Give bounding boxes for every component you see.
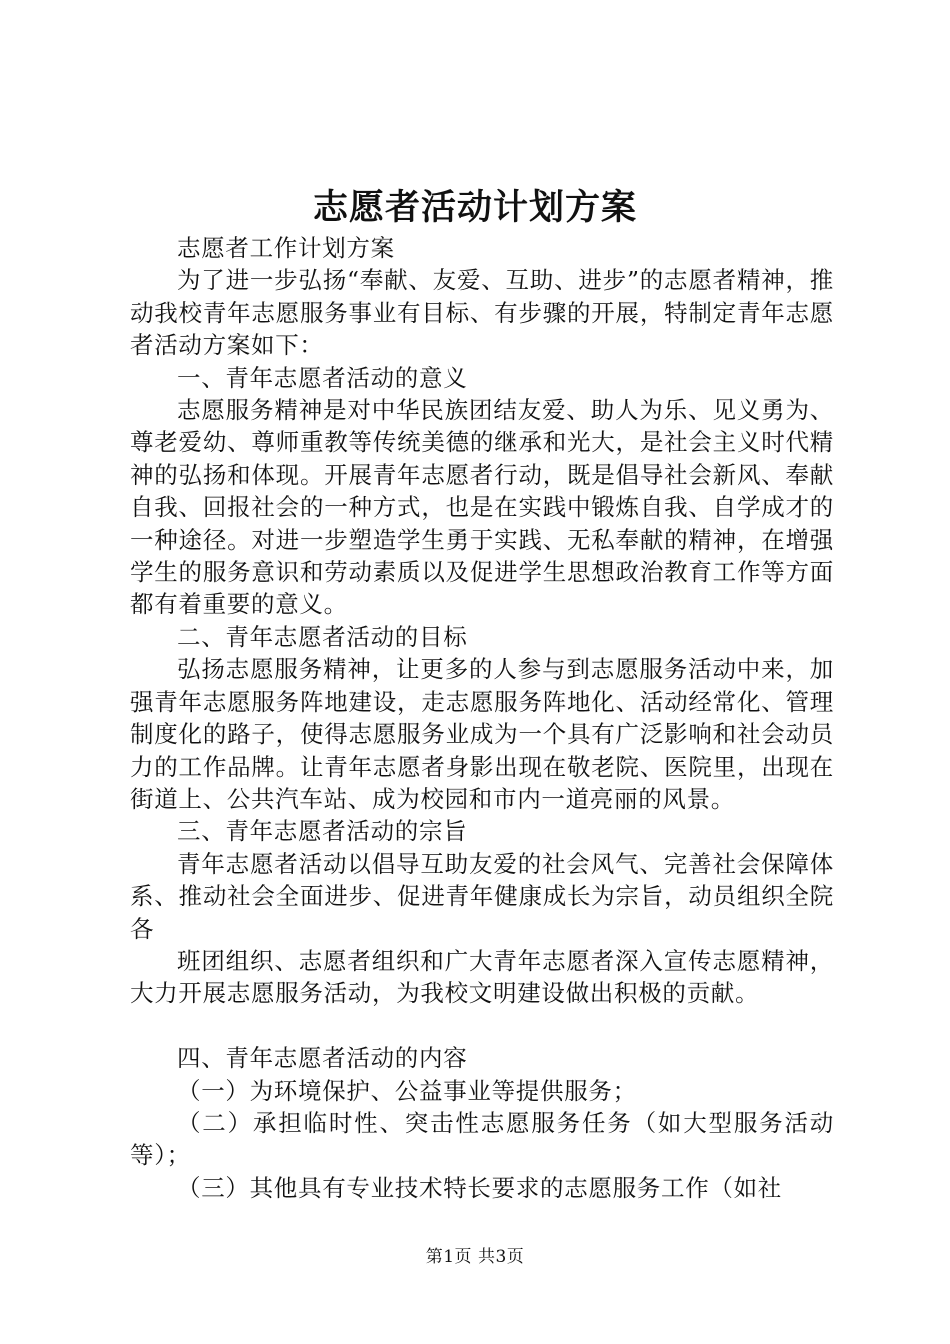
paragraph-subtitle: 志愿者工作计划方案: [177, 234, 395, 262]
paragraph-purpose: 青年志愿者活动以倡导互助友爱的社会风气、完善社会保障体系、推动社会全面进步、促进青年健康成长为宗旨，动员组织全院各: [130, 849, 834, 943]
heading-purpose: 三、青年志愿者活动的宗旨: [177, 817, 468, 846]
heading-content: 四、青年志愿者活动的内容: [177, 1044, 468, 1073]
heading-goals: 二、青年志愿者活动的目标: [177, 622, 468, 651]
list-item-1: （一）为环境保护、公益事业等提供服务；: [177, 1076, 637, 1105]
paragraph-intro: 为了进一步弘扬“奉献、友爱、互助、进步”的志愿者精神，推动我校青年志愿服务事业有目标、有步骤的开展，特制定青年志愿者活动方案如下：: [130, 266, 834, 360]
list-item-2: （二）承担临时性、突击性志愿服务任务（如大型服务活动等）；: [130, 1108, 834, 1170]
paragraph-purpose-continued: 班团组织、志愿者组织和广大青年志愿者深入宣传志愿精神，大力开展志愿服务活动，为我校文明建设做出积极的贡献。: [130, 946, 834, 1008]
heading-significance: 一、青年志愿者活动的意义: [177, 363, 468, 392]
paragraph-significance: 志愿服务精神是对中华民族团结友爱、助人为乐、见义勇为、尊老爱幼、尊师重教等传统美德的继承和光大，是社会主义时代精神的弘扬和体现。开展青年志愿者行动，既是倡导社会新风、奉献自我、回报社会的一种方式，也是在实践中锻炼自我、自学成才的一种途径。对进一步塑造学生勇于实践、无私奉献的精神，在增强学生的服务意识和劳动素质以及促进学生思想政治教育工作等方面都有着重要的意义。: [130, 396, 834, 619]
blank-line: [130, 1010, 834, 1042]
document-title: 志愿者活动计划方案: [312, 187, 637, 228]
list-item-3: （三）其他具有专业技术特长要求的志愿服务工作（如社: [177, 1173, 782, 1202]
page-footer: 第1页 共3页: [425, 1247, 525, 1267]
document-body: [130, 232, 834, 1204]
paragraph-goals: 弘扬志愿服务精神，让更多的人参与到志愿服务活动中来，加强青年志愿服务阵地建设，走志愿服务阵地化、活动经常化、管理制度化的路子，使得志愿服务业成为一个具有广泛影响和社会动员力的工作品牌。让青年志愿者身影出现在敬老院、医院里，出现在街道上、公共汽车站、成为校园和市内一道亮丽的风景。: [130, 655, 834, 813]
